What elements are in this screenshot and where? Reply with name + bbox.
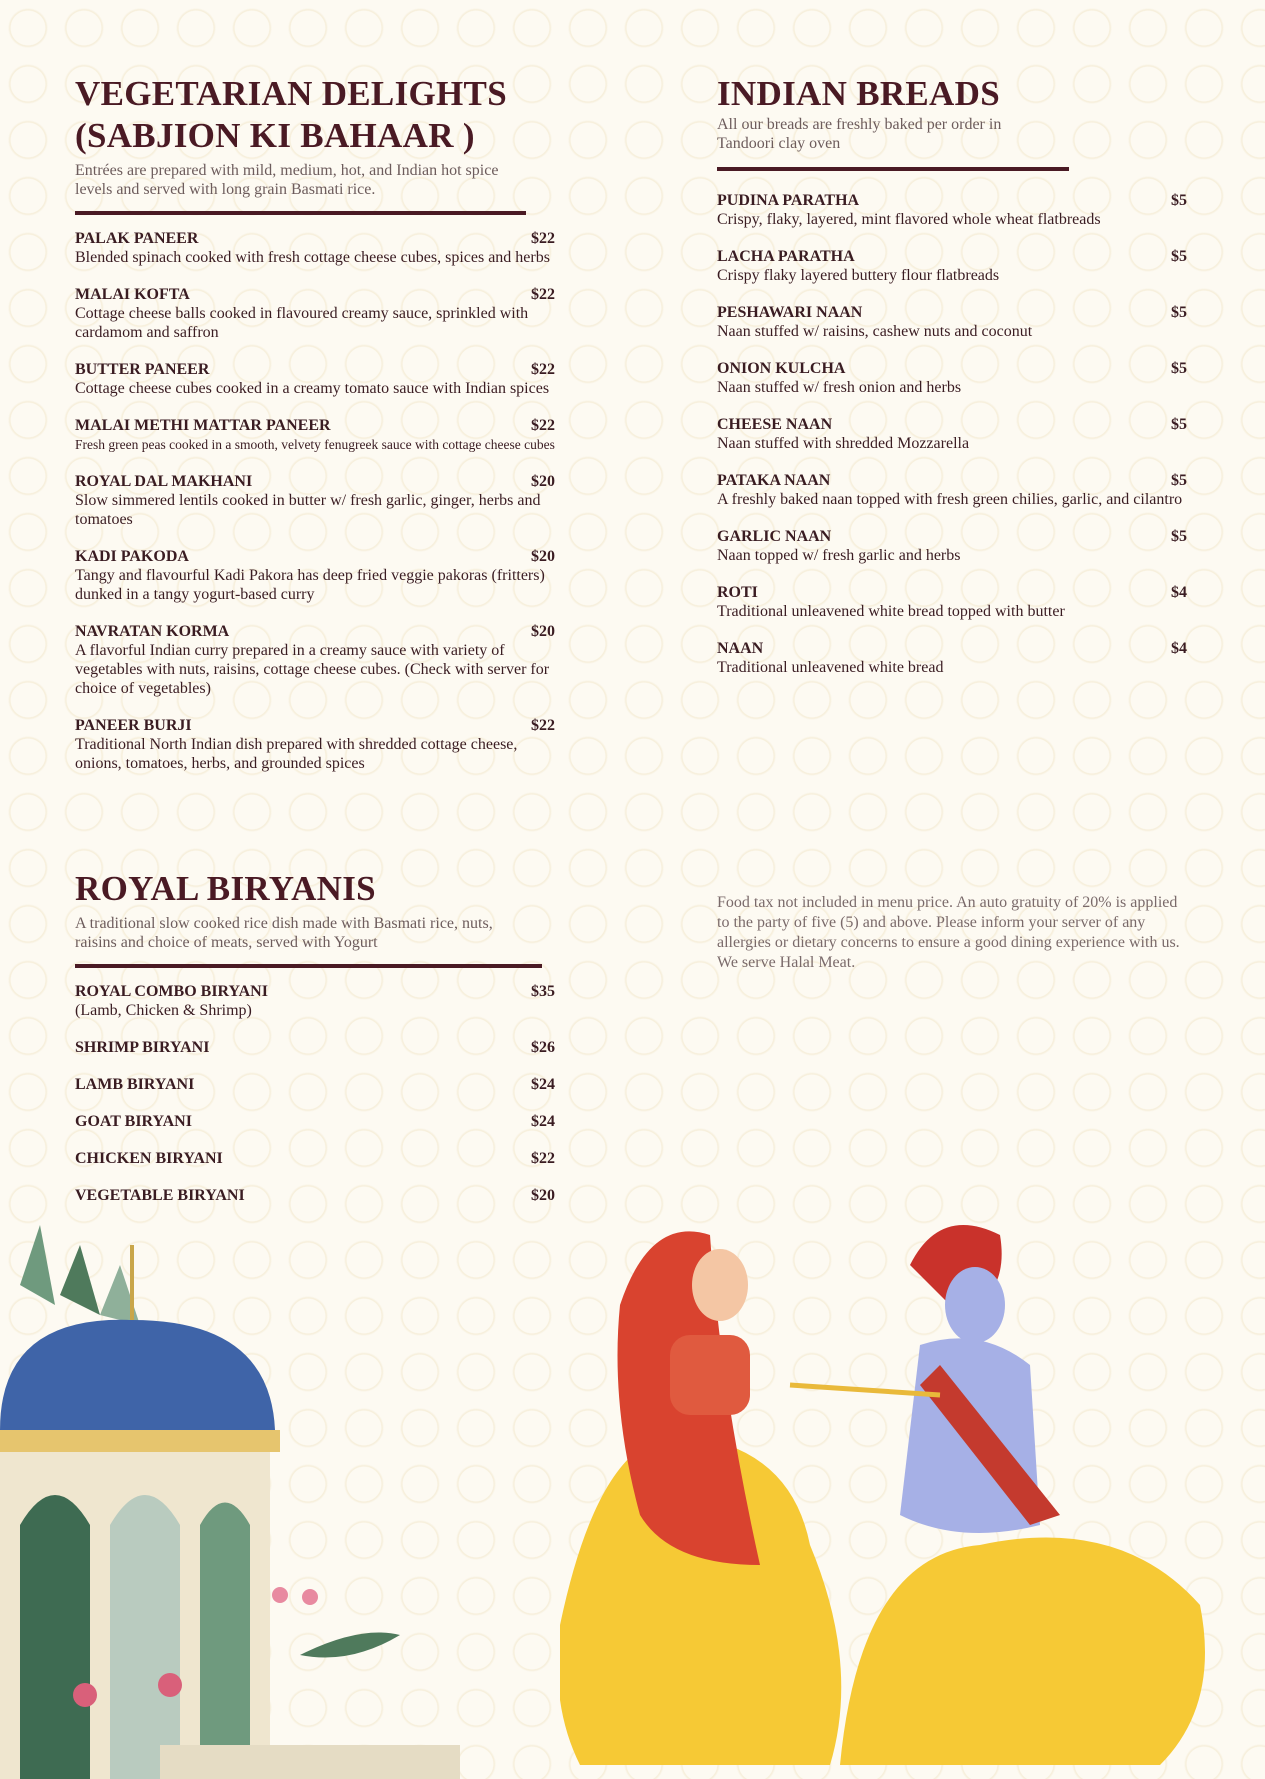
item-description: Tangy and flavourful Kadi Pakora has deep fried veggie pakoras (fritters) dunked in a tangy yogurt-based curry [75, 567, 545, 603]
item-description: Naan topped w/ fresh garlic and herbs [717, 547, 961, 564]
item-name: NAVRATAN KORMA [75, 623, 230, 640]
item-description: A flavorful Indian curry prepared in a creamy sauce with variety of vegetables with nuts, raisins, cottage cheese cubes. (Check with server for choice of vegetables) [75, 642, 550, 697]
item-description: Fresh green peas cooked in a smooth, velvety fenugreek sauce with cottage cheese cubes [75, 437, 555, 452]
vegetarian-subtitle: Entrées are prepared with mild, medium, hot, and Indian hot spice levels and served with long grain Basmati rice. [75, 162, 499, 198]
item-price: $20 [531, 1187, 555, 1204]
item-description: Slow simmered lentils cooked in butter w/ fresh garlic, ginger, herbs and tomatoes [75, 492, 541, 528]
item-price: $5 [1171, 472, 1187, 489]
item-price: $35 [531, 983, 555, 1000]
item-name: LAMB BIRYANI [75, 1076, 195, 1093]
item-price: $20 [531, 623, 555, 640]
item-name: ROYAL COMBO BIRYANI [75, 983, 268, 1000]
item-name: GOAT BIRYANI [75, 1113, 192, 1130]
menu-item [75, 1038, 555, 1057]
vegetarian-title-line1: VEGETARIAN DELIGHTS [75, 74, 507, 113]
item-description: Traditional North Indian dish prepared with shredded cottage cheese, onions, tomatoes, herbs, and grounded spices [75, 736, 518, 772]
menu-item [717, 359, 1187, 397]
item-description: Traditional unleavened white bread [717, 659, 944, 676]
item-price: $5 [1171, 360, 1187, 377]
item-name: ROTI [717, 584, 758, 601]
item-price: $20 [531, 473, 555, 490]
menu-item [717, 191, 1187, 229]
breads-subtitle: All our breads are freshly baked per order in Tandoori clay oven [717, 116, 1002, 152]
menu-item [75, 547, 555, 604]
breads-section [717, 73, 1187, 893]
item-description: Cottage cheese balls cooked in flavoured creamy sauce, sprinkled with cardamom and saffron [75, 305, 529, 341]
item-price: $5 [1171, 416, 1187, 433]
item-name: PESHAWARI NAAN [717, 304, 863, 321]
biryanis-title: ROYAL BIRYANIS [75, 869, 376, 908]
item-price: $22 [531, 417, 555, 434]
radha-krishna-illustration [560, 1185, 1220, 1779]
item-name: MALAI KOFTA [75, 286, 190, 303]
left-column [75, 73, 555, 1223]
bread-items [717, 191, 1187, 677]
item-price: $22 [531, 286, 555, 303]
item-description: Traditional unleavened white bread topped with butter [717, 603, 1065, 620]
item-name: CHEESE NAAN [717, 416, 833, 433]
item-description: A freshly baked naan topped with fresh green chilies, garlic, and cilantro [717, 491, 1183, 508]
menu-item [75, 416, 555, 454]
item-price: $5 [1171, 192, 1187, 209]
item-name: ROYAL DAL MAKHANI [75, 473, 253, 490]
item-name: LACHA PARATHA [717, 248, 855, 265]
menu-item [717, 247, 1187, 285]
menu-item [75, 229, 555, 267]
menu-item [75, 1149, 555, 1168]
item-price: $22 [531, 361, 555, 378]
item-description: Naan stuffed with shredded Mozzarella [717, 435, 970, 452]
item-description: Naan stuffed w/ raisins, cashew nuts and coconut [717, 323, 1033, 340]
item-name: CHICKEN BIRYANI [75, 1150, 223, 1167]
breads-title: INDIAN BREADS [717, 74, 1000, 113]
item-description: Crispy flaky layered buttery flour flatbreads [717, 267, 1000, 284]
menu-item [75, 1186, 555, 1205]
item-name: MALAI METHI MATTAR PANEER [75, 417, 331, 434]
vegetarian-section [75, 73, 555, 868]
pavilion-illustration [0, 1225, 470, 1779]
item-name: PATAKA NAAN [717, 472, 831, 489]
menu-item [717, 303, 1187, 341]
biryanis-section [75, 868, 555, 1205]
item-name: BUTTER PANEER [75, 361, 210, 378]
vegetarian-title-line2: (SABJION KI BAHAAR ) [75, 116, 475, 155]
item-price: $22 [531, 230, 555, 247]
item-price: $22 [531, 1150, 555, 1167]
menu-item [75, 716, 555, 773]
vegetarian-items [75, 229, 555, 773]
menu-item [75, 360, 555, 398]
item-description: Naan stuffed w/ fresh onion and herbs [717, 379, 962, 396]
item-price: $5 [1171, 528, 1187, 545]
menu-item [717, 527, 1187, 565]
item-price: $24 [531, 1113, 555, 1130]
item-name: PANEER BURJI [75, 717, 192, 734]
menu-note: Food tax not included in menu price. An auto gratuity of 20% is applied to the party of five (5) and above. Please inform your server of any allergies or dietary concerns to ensure a good dining experience with us. We serve Halal Meat. [717, 894, 1180, 971]
item-name: NAAN [717, 640, 764, 657]
menu-item [717, 415, 1187, 453]
menu-item [75, 472, 555, 529]
item-name: GARLIC NAAN [717, 528, 832, 545]
menu-item [717, 583, 1187, 621]
biryani-items [75, 982, 555, 1205]
menu-item [75, 1075, 555, 1094]
item-price: $26 [531, 1039, 555, 1056]
item-price: $5 [1171, 248, 1187, 265]
menu-item [717, 471, 1187, 509]
divider [75, 211, 526, 215]
item-name: SHRIMP BIRYANI [75, 1039, 210, 1056]
item-name: PALAK PANEER [75, 230, 199, 247]
item-name: PUDINA PARATHA [717, 192, 860, 209]
divider [717, 167, 1069, 171]
item-price: $4 [1171, 584, 1187, 601]
item-price: $5 [1171, 304, 1187, 321]
right-column [717, 73, 1187, 973]
item-price: $22 [531, 717, 555, 734]
item-price: $24 [531, 1076, 555, 1093]
item-price: $4 [1171, 640, 1187, 657]
menu-item [75, 285, 555, 342]
item-name: VEGETABLE BIRYANI [75, 1187, 245, 1204]
vegetarian-title [75, 73, 555, 157]
item-price: $20 [531, 548, 555, 565]
item-description: Crispy, flaky, layered, mint flavored whole wheat flatbreads [717, 211, 1101, 228]
menu-item [717, 639, 1187, 677]
item-description: Blended spinach cooked with fresh cottage cheese cubes, spices and herbs [75, 249, 550, 266]
item-description: Cottage cheese cubes cooked in a creamy tomato sauce with Indian spices [75, 380, 550, 397]
item-name: ONION KULCHA [717, 360, 846, 377]
item-name: KADI PAKODA [75, 548, 189, 565]
item-description: (Lamb, Chicken & Shrimp) [75, 1002, 252, 1019]
menu-item [75, 982, 555, 1020]
biryanis-subtitle: A traditional slow cooked rice dish made with Basmati rice, nuts, raisins and choice of meats, served with Yogurt [75, 915, 493, 951]
menu-item [75, 622, 555, 698]
menu-item [75, 1112, 555, 1131]
divider [75, 964, 542, 968]
